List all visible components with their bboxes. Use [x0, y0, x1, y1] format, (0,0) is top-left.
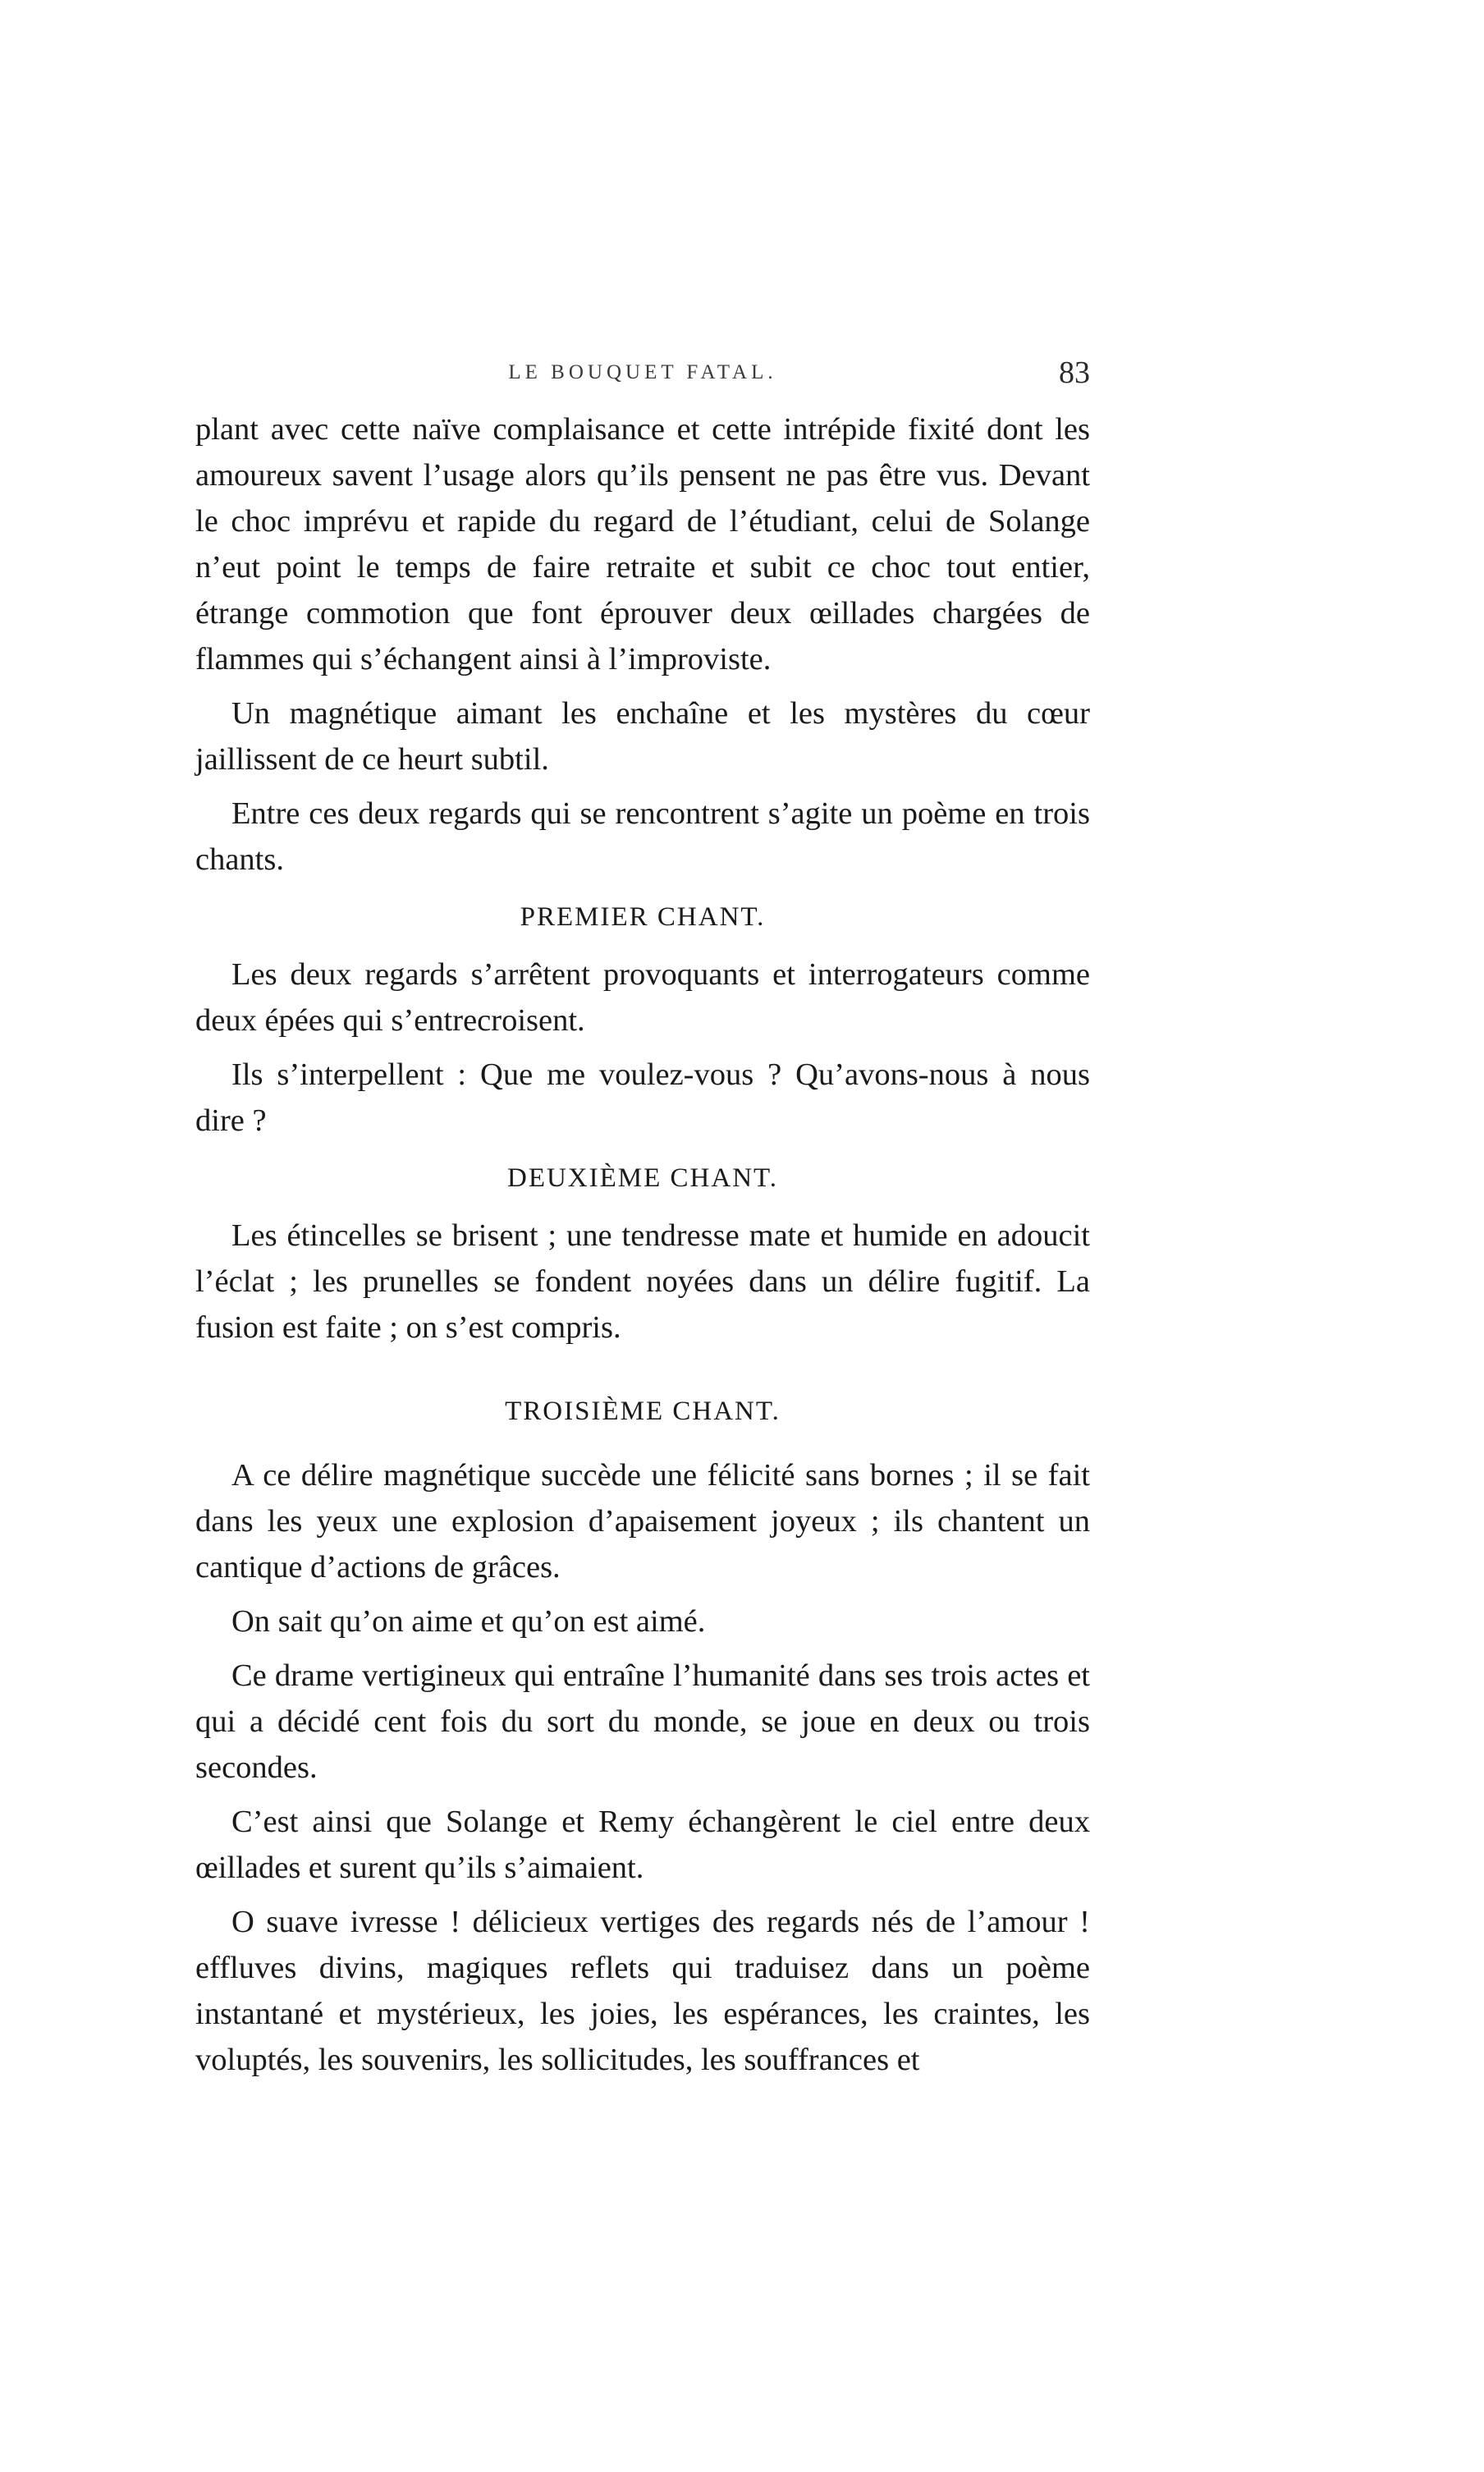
body-text — [195, 406, 1090, 2083]
paragraph: C’est ainsi que Solange et Remy échangèrent le ciel entre deux œillades et surent qu’ils s’aimaient. — [195, 1805, 1090, 1885]
paragraph: Ils s’interpellent : Que me voulez-vous ? Qu’avons-nous à nous dire ? — [195, 1057, 1090, 1138]
paragraph: Les étincelles se brisent ; une tendresse mate et humide en adoucit l’éclat ; les prunelles se fondent noyées dans un délire fugitif. La fusion est faite ; on s’est compris. — [195, 1218, 1090, 1345]
paragraph: Entre ces deux regards qui se rencontrent s’agite un poème en trois chants. — [195, 796, 1090, 877]
chant-heading-2: DEUXIÈME CHANT. — [506, 1163, 778, 1193]
running-head: LE BOUQUET FATAL. — [508, 361, 777, 383]
paragraph: O suave ivresse ! délicieux vertiges des regards nés de l’amour ! effluves divins, magiques reflets qui traduisez dans un poème instantané et mystérieux, les joies, les espérances, les craintes, les voluptés, les souvenirs, les sollicitudes, les souffrances et — [195, 1905, 1090, 2077]
paragraph: Les deux regards s’arrêtent provoquants et interrogateurs comme deux épées qui s’entrecroisent. — [195, 957, 1090, 1038]
paragraph: On sait qu’on aime et qu’on est aimé. — [231, 1604, 706, 1639]
paragraph: Un magnétique aimant les enchaîne et les mystères du cœur jaillissent de ce heurt subtil. — [195, 696, 1090, 777]
paragraph: plant avec cette naïve complaisance et cette intrépide fixité dont les amoureux savent l’usage alors qu’ils pensent ne pas être vus. Devant le choc imprévu et rapide du regard de l’étudiant, celui de Solange n’eut point le temps de faire retraite et subit ce choc tout entier, étrange commotion que font éprouver deux œillades chargées de flammes qui s’échangent ainsi à l’improviste. — [195, 412, 1090, 676]
page-number: 83 — [1059, 355, 1090, 390]
page-header — [195, 355, 1090, 402]
paragraph: Ce drame vertigineux qui entraîne l’humanité dans ses trois actes et qui a décidé cent fois du sort du monde, se joue en deux ou trois secondes. — [195, 1658, 1090, 1785]
chant-heading-3: TROISIÈME CHANT. — [505, 1397, 781, 1426]
paragraph: A ce délire magnétique succède une félicité sans bornes ; il se fait dans les yeux une explosion d’apaisement joyeux ; ils chantent un cantique d’actions de grâces. — [195, 1458, 1090, 1585]
chant-heading-1: PREMIER CHANT. — [520, 902, 766, 932]
